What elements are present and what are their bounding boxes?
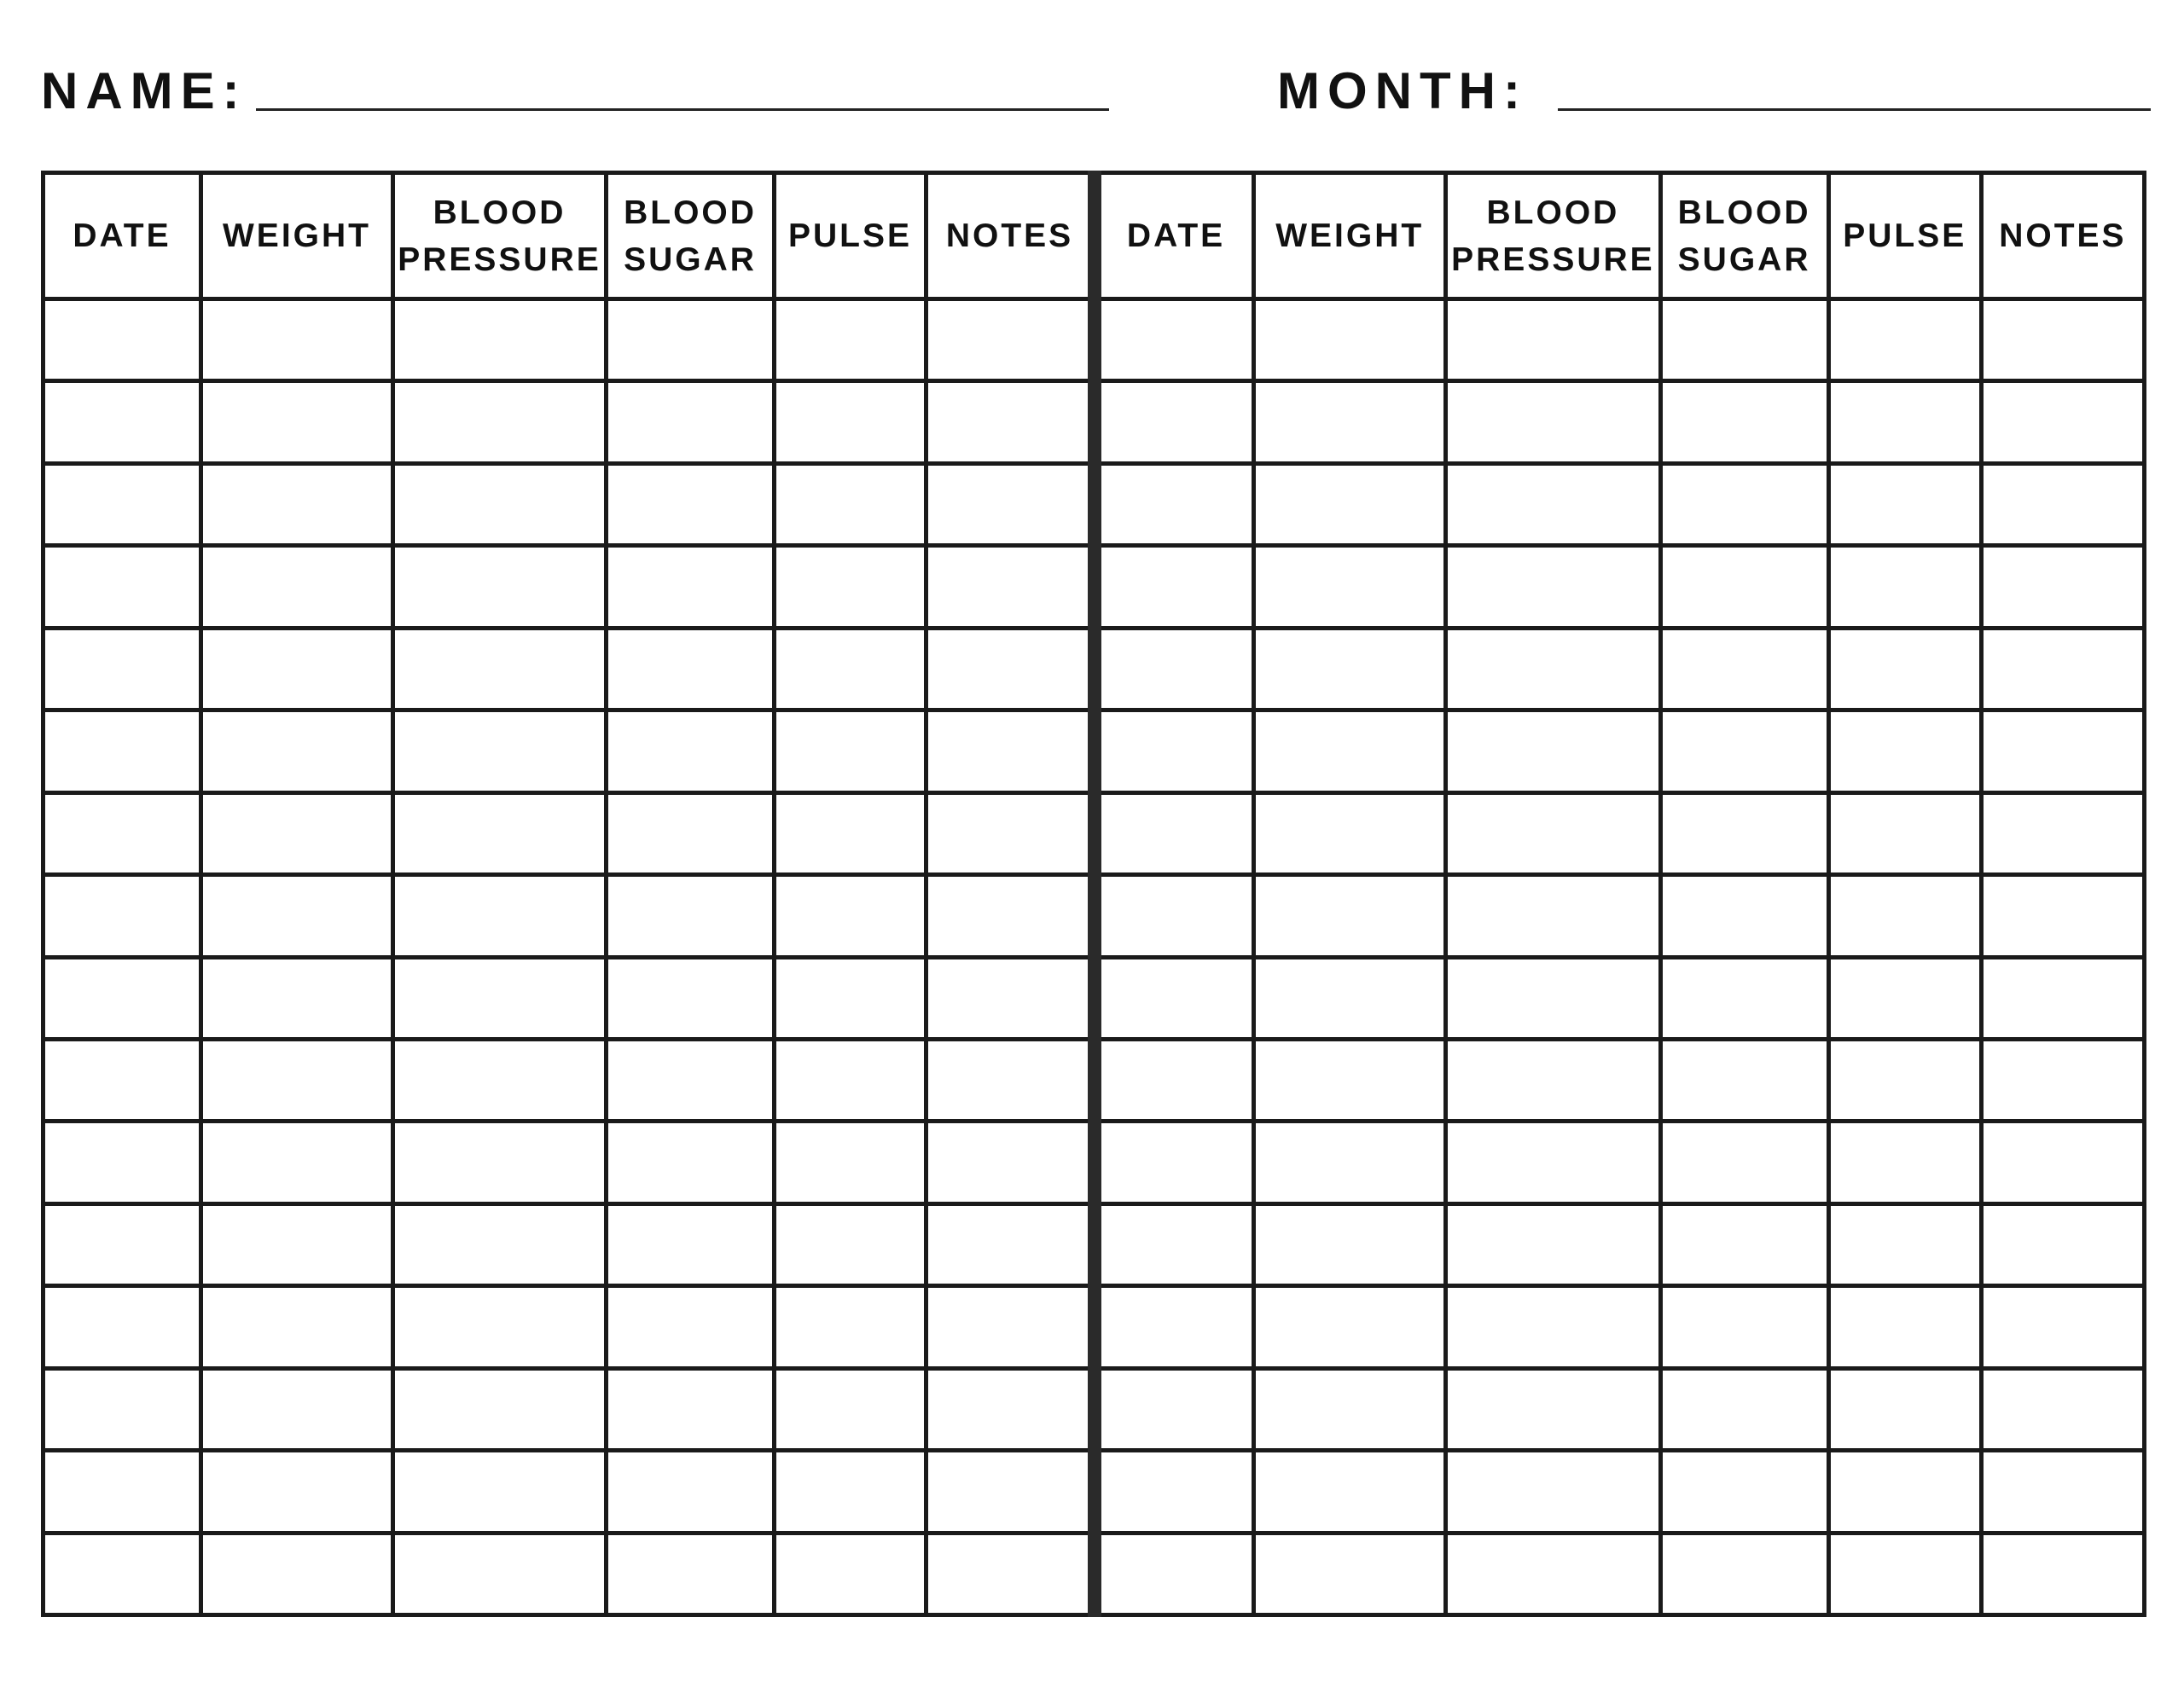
table-row — [1099, 381, 2145, 463]
cell-pulse[interactable] — [1828, 710, 1981, 792]
cell-notes[interactable] — [926, 1533, 1094, 1615]
cell-notes[interactable] — [926, 628, 1094, 710]
cell-date[interactable] — [1099, 875, 1254, 957]
column-header-weight: WEIGHT — [1254, 173, 1446, 299]
center-divider — [1088, 171, 1101, 1617]
cell-date[interactable] — [1099, 1203, 1254, 1285]
cell-pulse[interactable] — [775, 710, 926, 792]
month-label: MONTH: — [1277, 62, 1528, 119]
table-row — [44, 792, 1094, 874]
cell-date[interactable] — [44, 710, 201, 792]
cell-blood-sugar[interactable] — [1660, 710, 1828, 792]
cell-blood-sugar[interactable] — [1660, 1203, 1828, 1285]
cell-blood-sugar[interactable] — [607, 546, 775, 628]
cell-blood-pressure[interactable] — [1446, 381, 1660, 463]
table-row — [44, 463, 1094, 545]
cell-blood-pressure[interactable] — [393, 875, 607, 957]
log-table-left — [41, 171, 1095, 1617]
table-row — [1099, 792, 2145, 874]
column-header-date: DATE — [1099, 173, 1254, 299]
cell-blood-sugar[interactable] — [1660, 1368, 1828, 1450]
cell-blood-pressure[interactable] — [1446, 463, 1660, 545]
table-row — [44, 546, 1094, 628]
table-row — [1099, 1368, 2145, 1450]
cell-weight[interactable] — [1254, 1451, 1446, 1533]
cell-weight[interactable] — [1254, 1286, 1446, 1368]
column-header-notes: NOTES — [926, 173, 1094, 299]
cell-blood-pressure[interactable] — [1446, 957, 1660, 1039]
table-row — [44, 1533, 1094, 1615]
cell-date[interactable] — [44, 957, 201, 1039]
header-row — [44, 173, 1094, 299]
column-header-pulse: PULSE — [775, 173, 926, 299]
cell-weight[interactable] — [201, 1039, 393, 1121]
log-grid — [41, 171, 2146, 1617]
log-table — [1096, 171, 2146, 1617]
cell-blood-pressure[interactable] — [393, 628, 607, 710]
cell-notes[interactable] — [926, 546, 1094, 628]
cell-blood-sugar[interactable] — [1660, 546, 1828, 628]
cell-blood-sugar[interactable] — [1660, 957, 1828, 1039]
cell-blood-pressure[interactable] — [393, 1203, 607, 1285]
cell-blood-sugar[interactable] — [607, 463, 775, 545]
cell-weight[interactable] — [1254, 1368, 1446, 1450]
cell-pulse[interactable] — [775, 1368, 926, 1450]
cell-blood-pressure[interactable] — [1446, 299, 1660, 381]
cell-blood-pressure[interactable] — [393, 1286, 607, 1368]
column-header-date: DATE — [44, 173, 201, 299]
cell-weight[interactable] — [1254, 299, 1446, 381]
cell-notes[interactable] — [926, 1203, 1094, 1285]
table-row — [44, 628, 1094, 710]
cell-pulse[interactable] — [1828, 1368, 1981, 1450]
cell-notes[interactable] — [1981, 792, 2144, 874]
column-header-blood-pressure: BLOOD PRESSURE — [1446, 173, 1660, 299]
cell-blood-sugar[interactable] — [607, 1203, 775, 1285]
cell-weight[interactable] — [1254, 1122, 1446, 1203]
table-row — [1099, 299, 2145, 381]
table-row — [44, 1286, 1094, 1368]
table-row — [1099, 957, 2145, 1039]
cell-pulse[interactable] — [1828, 1203, 1981, 1285]
table-row — [1099, 628, 2145, 710]
cell-pulse[interactable] — [775, 463, 926, 545]
log-table-right — [1096, 171, 2146, 1617]
cell-date[interactable] — [44, 1533, 201, 1615]
cell-pulse[interactable] — [775, 1203, 926, 1285]
cell-blood-pressure[interactable] — [393, 957, 607, 1039]
cell-pulse[interactable] — [1828, 1286, 1981, 1368]
cell-blood-pressure[interactable] — [1446, 1368, 1660, 1450]
cell-blood-sugar[interactable] — [1660, 628, 1828, 710]
cell-weight[interactable] — [1254, 875, 1446, 957]
cell-notes[interactable] — [1981, 1286, 2144, 1368]
cell-weight[interactable] — [1254, 1533, 1446, 1615]
cell-notes[interactable] — [926, 957, 1094, 1039]
cell-weight[interactable] — [201, 1368, 393, 1450]
cell-pulse[interactable] — [775, 1122, 926, 1203]
table-row — [1099, 546, 2145, 628]
table-row — [44, 875, 1094, 957]
cell-pulse[interactable] — [1828, 1039, 1981, 1121]
cell-blood-pressure[interactable] — [393, 299, 607, 381]
cell-date[interactable] — [1099, 381, 1254, 463]
cell-blood-sugar[interactable] — [1660, 381, 1828, 463]
cell-blood-pressure[interactable] — [393, 546, 607, 628]
cell-pulse[interactable] — [1828, 875, 1981, 957]
cell-blood-sugar[interactable] — [607, 957, 775, 1039]
cell-weight[interactable] — [201, 1286, 393, 1368]
cell-weight[interactable] — [201, 381, 393, 463]
table-row — [44, 1122, 1094, 1203]
cell-date[interactable] — [44, 1203, 201, 1285]
cell-weight[interactable] — [1254, 710, 1446, 792]
header-row — [1099, 173, 2145, 299]
cell-weight[interactable] — [201, 299, 393, 381]
cell-notes[interactable] — [926, 792, 1094, 874]
cell-notes[interactable] — [1981, 1039, 2144, 1121]
cell-notes[interactable] — [1981, 1451, 2144, 1533]
column-header-blood-sugar: BLOOD SUGAR — [607, 173, 775, 299]
cell-blood-pressure[interactable] — [1446, 546, 1660, 628]
cell-date[interactable] — [1099, 1368, 1254, 1450]
cell-pulse[interactable] — [775, 299, 926, 381]
cell-blood-sugar[interactable] — [1660, 1122, 1828, 1203]
cell-notes[interactable] — [926, 1368, 1094, 1450]
cell-pulse[interactable] — [1828, 792, 1981, 874]
cell-blood-pressure[interactable] — [393, 792, 607, 874]
table-row — [1099, 1451, 2145, 1533]
column-header-weight: WEIGHT — [201, 173, 393, 299]
cell-blood-sugar[interactable] — [1660, 299, 1828, 381]
cell-pulse[interactable] — [1828, 957, 1981, 1039]
table-row — [1099, 1533, 2145, 1615]
cell-date[interactable] — [44, 381, 201, 463]
cell-blood-sugar[interactable] — [607, 792, 775, 874]
column-header-blood-pressure: BLOOD PRESSURE — [393, 173, 607, 299]
table-row — [44, 1368, 1094, 1450]
cell-blood-sugar[interactable] — [607, 1368, 775, 1450]
name-field-line[interactable] — [256, 108, 1109, 111]
cell-blood-sugar[interactable] — [1660, 463, 1828, 545]
cell-date[interactable] — [1099, 710, 1254, 792]
cell-weight[interactable] — [201, 1122, 393, 1203]
cell-pulse[interactable] — [1828, 1122, 1981, 1203]
table-row — [44, 1451, 1094, 1533]
cell-date[interactable] — [44, 546, 201, 628]
table-row — [44, 710, 1094, 792]
cell-date[interactable] — [1099, 1286, 1254, 1368]
cell-pulse[interactable] — [775, 1039, 926, 1121]
cell-weight[interactable] — [201, 1203, 393, 1285]
cell-blood-pressure[interactable] — [393, 1368, 607, 1450]
cell-blood-pressure[interactable] — [1446, 1203, 1660, 1285]
table-row — [1099, 875, 2145, 957]
column-header-notes: NOTES — [1981, 173, 2144, 299]
cell-blood-sugar[interactable] — [607, 1286, 775, 1368]
cell-notes[interactable] — [1981, 957, 2144, 1039]
cell-pulse[interactable] — [775, 957, 926, 1039]
column-header-blood-sugar: BLOOD SUGAR — [1660, 173, 1828, 299]
table-row — [1099, 1286, 2145, 1368]
cell-notes[interactable] — [1981, 628, 2144, 710]
cell-blood-pressure[interactable] — [1446, 792, 1660, 874]
table-row — [1099, 463, 2145, 545]
cell-notes[interactable] — [926, 1451, 1094, 1533]
cell-blood-sugar[interactable] — [607, 1533, 775, 1615]
cell-date[interactable] — [1099, 1451, 1254, 1533]
cell-notes[interactable] — [926, 1039, 1094, 1121]
cell-blood-sugar[interactable] — [607, 381, 775, 463]
cell-blood-sugar[interactable] — [1660, 875, 1828, 957]
cell-pulse[interactable] — [1828, 628, 1981, 710]
cell-notes[interactable] — [926, 1122, 1094, 1203]
cell-blood-sugar[interactable] — [1660, 1451, 1828, 1533]
cell-weight[interactable] — [1254, 546, 1446, 628]
cell-blood-sugar[interactable] — [607, 1122, 775, 1203]
cell-date[interactable] — [44, 1122, 201, 1203]
cell-notes[interactable] — [926, 463, 1094, 545]
cell-pulse[interactable] — [1828, 546, 1981, 628]
cell-weight[interactable] — [201, 546, 393, 628]
cell-pulse[interactable] — [775, 381, 926, 463]
month-field-line[interactable] — [1558, 108, 2151, 111]
cell-pulse[interactable] — [1828, 299, 1981, 381]
cell-pulse[interactable] — [775, 1451, 926, 1533]
cell-weight[interactable] — [1254, 628, 1446, 710]
cell-blood-sugar[interactable] — [607, 1451, 775, 1533]
cell-notes[interactable] — [926, 710, 1094, 792]
cell-notes[interactable] — [1981, 1368, 2144, 1450]
cell-pulse[interactable] — [1828, 463, 1981, 545]
cell-weight[interactable] — [1254, 957, 1446, 1039]
cell-blood-pressure[interactable] — [1446, 710, 1660, 792]
table-row — [1099, 1039, 2145, 1121]
cell-blood-sugar[interactable] — [1660, 1039, 1828, 1121]
cell-date[interactable] — [44, 628, 201, 710]
cell-blood-pressure[interactable] — [1446, 1286, 1660, 1368]
cell-blood-pressure[interactable] — [1446, 1039, 1660, 1121]
cell-blood-sugar[interactable] — [1660, 1286, 1828, 1368]
cell-blood-sugar[interactable] — [607, 628, 775, 710]
cell-notes[interactable] — [1981, 299, 2144, 381]
cell-date[interactable] — [44, 875, 201, 957]
cell-date[interactable] — [1099, 628, 1254, 710]
cell-pulse[interactable] — [775, 1533, 926, 1615]
cell-pulse[interactable] — [775, 546, 926, 628]
cell-blood-sugar[interactable] — [1660, 792, 1828, 874]
cell-date[interactable] — [44, 1368, 201, 1450]
cell-weight[interactable] — [1254, 1203, 1446, 1285]
cell-pulse[interactable] — [775, 628, 926, 710]
cell-notes[interactable] — [1981, 1203, 2144, 1285]
cell-weight[interactable] — [201, 1533, 393, 1615]
cell-notes[interactable] — [1981, 546, 2144, 628]
cell-pulse[interactable] — [775, 1286, 926, 1368]
cell-pulse[interactable] — [775, 875, 926, 957]
table-row — [44, 957, 1094, 1039]
cell-blood-pressure[interactable] — [393, 381, 607, 463]
log-table — [41, 171, 1095, 1617]
cell-blood-sugar[interactable] — [607, 875, 775, 957]
cell-weight[interactable] — [201, 957, 393, 1039]
cell-date[interactable] — [44, 1039, 201, 1121]
cell-blood-sugar[interactable] — [607, 299, 775, 381]
cell-blood-pressure[interactable] — [1446, 628, 1660, 710]
cell-blood-sugar[interactable] — [607, 1039, 775, 1121]
cell-blood-pressure[interactable] — [393, 1039, 607, 1121]
cell-notes[interactable] — [926, 1286, 1094, 1368]
cell-weight[interactable] — [1254, 1039, 1446, 1121]
cell-pulse[interactable] — [775, 792, 926, 874]
cell-date[interactable] — [1099, 792, 1254, 874]
cell-weight[interactable] — [1254, 792, 1446, 874]
table-row — [44, 381, 1094, 463]
cell-date[interactable] — [1099, 299, 1254, 381]
cell-date[interactable] — [1099, 1533, 1254, 1615]
cell-pulse[interactable] — [1828, 1533, 1981, 1615]
table-row — [44, 299, 1094, 381]
cell-weight[interactable] — [201, 628, 393, 710]
cell-blood-pressure[interactable] — [393, 1533, 607, 1615]
cell-notes[interactable] — [926, 381, 1094, 463]
cell-pulse[interactable] — [1828, 1451, 1981, 1533]
table-row — [1099, 710, 2145, 792]
cell-blood-pressure[interactable] — [393, 1451, 607, 1533]
cell-date[interactable] — [1099, 957, 1254, 1039]
cell-weight[interactable] — [201, 710, 393, 792]
cell-weight[interactable] — [201, 875, 393, 957]
cell-date[interactable] — [1099, 1122, 1254, 1203]
cell-notes[interactable] — [1981, 463, 2144, 545]
cell-blood-pressure[interactable] — [1446, 1122, 1660, 1203]
cell-notes[interactable] — [926, 299, 1094, 381]
cell-date[interactable] — [44, 299, 201, 381]
cell-weight[interactable] — [201, 1451, 393, 1533]
cell-date[interactable] — [1099, 546, 1254, 628]
table-row — [1099, 1122, 2145, 1203]
cell-blood-pressure[interactable] — [1446, 1533, 1660, 1615]
cell-notes[interactable] — [1981, 710, 2144, 792]
cell-blood-pressure[interactable] — [1446, 1451, 1660, 1533]
cell-blood-pressure[interactable] — [393, 1122, 607, 1203]
table-row — [1099, 1203, 2145, 1285]
cell-notes[interactable] — [1981, 1122, 2144, 1203]
column-header-pulse: PULSE — [1828, 173, 1981, 299]
cell-weight[interactable] — [1254, 381, 1446, 463]
cell-weight[interactable] — [201, 463, 393, 545]
cell-weight[interactable] — [201, 792, 393, 874]
cell-date[interactable] — [44, 792, 201, 874]
cell-date[interactable] — [1099, 463, 1254, 545]
cell-blood-sugar[interactable] — [607, 710, 775, 792]
cell-date[interactable] — [44, 463, 201, 545]
cell-blood-pressure[interactable] — [393, 710, 607, 792]
cell-notes[interactable] — [1981, 1533, 2144, 1615]
cell-notes[interactable] — [1981, 875, 2144, 957]
table-row — [44, 1039, 1094, 1121]
cell-blood-sugar[interactable] — [1660, 1533, 1828, 1615]
cell-notes[interactable] — [1981, 381, 2144, 463]
cell-date[interactable] — [44, 1286, 201, 1368]
table-row — [44, 1203, 1094, 1285]
cell-blood-pressure[interactable] — [393, 463, 607, 545]
cell-blood-pressure[interactable] — [1446, 875, 1660, 957]
cell-weight[interactable] — [1254, 463, 1446, 545]
name-label: NAME: — [41, 62, 247, 119]
cell-pulse[interactable] — [1828, 381, 1981, 463]
cell-date[interactable] — [1099, 1039, 1254, 1121]
cell-date[interactable] — [44, 1451, 201, 1533]
cell-notes[interactable] — [926, 875, 1094, 957]
